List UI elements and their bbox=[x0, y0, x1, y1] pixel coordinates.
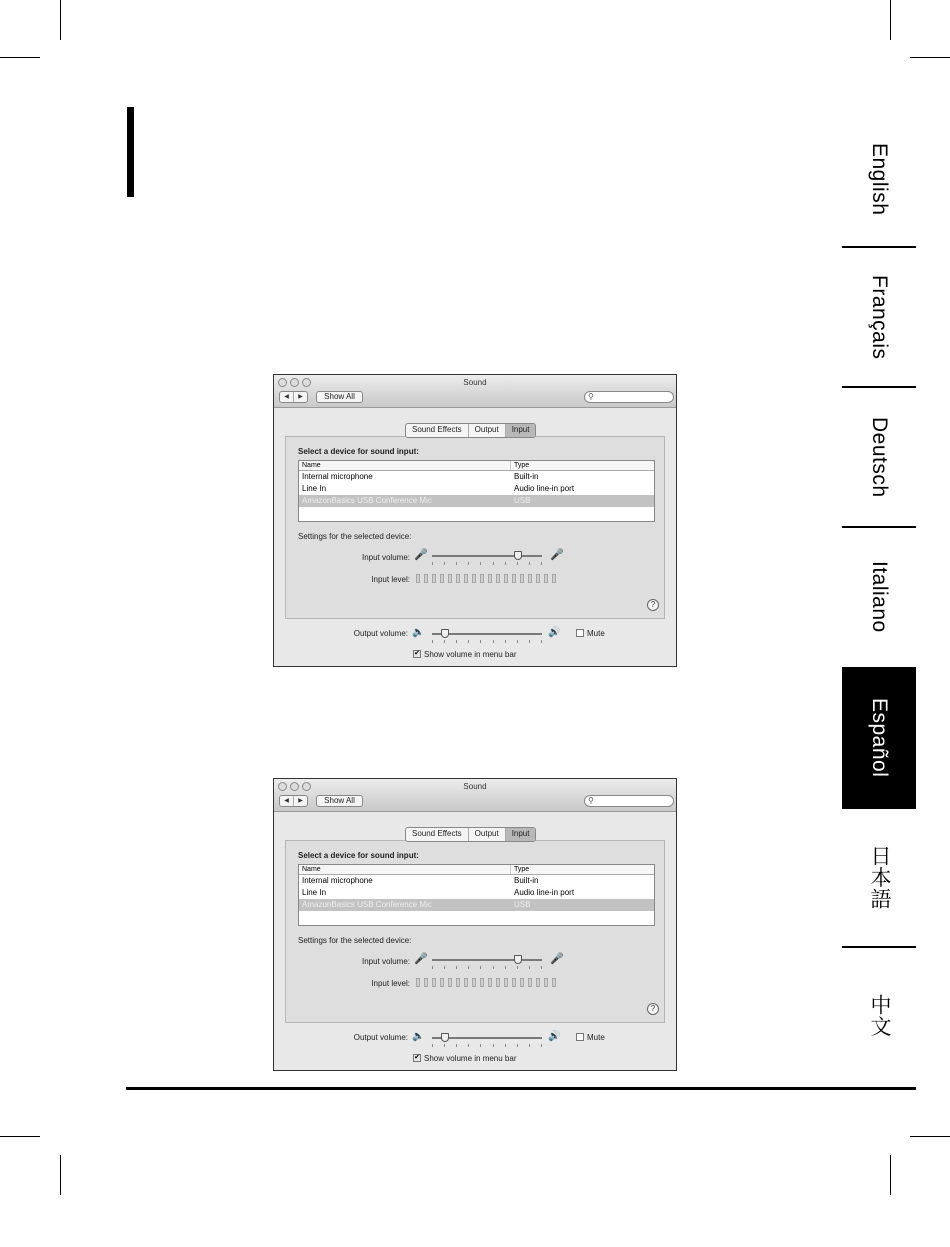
lang-tab-italiano[interactable] bbox=[842, 530, 916, 664]
table-row[interactable] bbox=[299, 875, 654, 887]
show-volume-label: Show volume in menu bar bbox=[424, 1054, 517, 1063]
search-icon: ⚲ bbox=[588, 392, 594, 401]
output-volume-slider-knob[interactable] bbox=[441, 629, 449, 638]
column-header-type[interactable]: Type bbox=[514, 866, 530, 873]
settings-label: Settings for the selected device: bbox=[298, 936, 412, 945]
input-level-label: Input level: bbox=[371, 979, 410, 988]
show-volume-checkbox[interactable]: ✔ bbox=[414, 1054, 420, 1061]
tab-output[interactable]: Output bbox=[469, 424, 506, 437]
table-row[interactable] bbox=[299, 887, 654, 899]
mute-label: Mute bbox=[587, 1033, 605, 1042]
tab-sound-effects[interactable]: Sound Effects bbox=[406, 424, 469, 437]
lang-divider bbox=[842, 946, 916, 948]
microphone-low-icon: 🎤 bbox=[414, 549, 428, 561]
lang-tab-japanese[interactable] bbox=[842, 812, 916, 942]
back-forward-buttons[interactable] bbox=[279, 391, 308, 403]
show-volume-checkbox[interactable]: ✔ bbox=[414, 650, 420, 657]
window-titlebar bbox=[274, 375, 676, 408]
section-marker-bar bbox=[127, 107, 134, 197]
device-name: Line In bbox=[302, 484, 327, 493]
input-level-label: Input level: bbox=[371, 575, 410, 584]
output-volume-label: Output volume: bbox=[353, 629, 408, 638]
mute-checkbox[interactable] bbox=[576, 629, 584, 637]
crop-mark bbox=[0, 57, 40, 58]
lang-label: Español bbox=[868, 698, 891, 778]
mute-label: Mute bbox=[587, 629, 605, 638]
crop-mark bbox=[890, 1155, 891, 1195]
device-type: Audio line-in port bbox=[514, 484, 575, 493]
input-volume-slider-knob[interactable] bbox=[514, 955, 522, 964]
crop-mark bbox=[60, 1155, 61, 1195]
search-field[interactable] bbox=[584, 391, 674, 403]
sound-tabs bbox=[405, 423, 536, 438]
device-type: USB bbox=[514, 900, 531, 909]
input-device-table bbox=[298, 460, 655, 522]
output-volume-label: Output volume: bbox=[353, 1033, 408, 1042]
footer-rule bbox=[126, 1087, 916, 1090]
input-device-table bbox=[298, 864, 655, 926]
input-level-meter bbox=[416, 574, 556, 583]
crop-mark bbox=[0, 1136, 40, 1137]
crop-mark bbox=[60, 0, 61, 40]
device-name: AmazonBasics USB Conference Mic bbox=[302, 496, 432, 505]
input-volume-track[interactable] bbox=[432, 959, 542, 961]
lang-label: 中文 bbox=[868, 993, 891, 1037]
table-row[interactable] bbox=[299, 483, 654, 495]
device-name: AmazonBasics USB Conference Mic bbox=[302, 900, 432, 909]
device-type: Audio line-in port bbox=[514, 888, 575, 897]
speaker-low-icon: 🔈 bbox=[412, 1031, 425, 1042]
table-row-selected[interactable] bbox=[299, 899, 654, 911]
forward-arrow-icon[interactable]: ▶ bbox=[298, 798, 303, 804]
output-volume-ticks bbox=[432, 1044, 542, 1047]
output-volume-ticks bbox=[432, 640, 542, 643]
input-volume-label: Input volume: bbox=[361, 553, 410, 562]
sound-tabs bbox=[405, 827, 536, 842]
search-icon: ⚲ bbox=[588, 796, 594, 805]
column-header-type[interactable]: Type bbox=[514, 462, 530, 469]
crop-mark bbox=[890, 0, 891, 40]
input-level-meter bbox=[416, 978, 556, 987]
input-volume-track[interactable] bbox=[432, 555, 542, 557]
help-button[interactable]: ? bbox=[647, 599, 659, 611]
input-volume-label: Input volume: bbox=[361, 957, 410, 966]
microphone-low-icon: 🎤 bbox=[414, 953, 428, 965]
lang-label: Italiano bbox=[868, 561, 891, 633]
lang-divider bbox=[842, 526, 916, 528]
column-header-name[interactable]: Name bbox=[299, 865, 511, 874]
device-type: Built-in bbox=[514, 876, 539, 885]
search-field[interactable] bbox=[584, 795, 674, 807]
window-title: Sound bbox=[463, 782, 487, 791]
back-arrow-icon[interactable]: ◀ bbox=[280, 796, 294, 806]
speaker-high-icon: 🔊 bbox=[548, 1031, 561, 1042]
device-name: Internal microphone bbox=[302, 472, 373, 481]
device-type: USB bbox=[514, 496, 531, 505]
lang-tab-francais[interactable] bbox=[842, 250, 916, 384]
help-button[interactable]: ? bbox=[647, 1003, 659, 1015]
input-volume-slider-knob[interactable] bbox=[514, 551, 522, 560]
crop-mark bbox=[910, 1136, 950, 1137]
lang-tab-espanol[interactable] bbox=[842, 667, 916, 809]
show-volume-label: Show volume in menu bar bbox=[424, 650, 517, 659]
tab-input[interactable]: Input bbox=[506, 828, 536, 841]
table-header bbox=[299, 865, 654, 875]
tab-sound-effects[interactable]: Sound Effects bbox=[406, 828, 469, 841]
microphone-high-icon: 🎤 bbox=[550, 953, 564, 965]
back-arrow-icon[interactable]: ◀ bbox=[280, 392, 294, 402]
speaker-high-icon: 🔊 bbox=[548, 627, 561, 638]
tab-input[interactable]: Input bbox=[506, 424, 536, 437]
device-heading: Select a device for sound input: bbox=[298, 447, 419, 456]
input-volume-ticks bbox=[432, 966, 542, 969]
device-name: Line In bbox=[302, 888, 327, 897]
lang-label: 日本語 bbox=[868, 844, 891, 910]
sound-preferences-window bbox=[273, 778, 677, 1071]
input-volume-ticks bbox=[432, 562, 542, 565]
lang-label: English bbox=[868, 142, 891, 216]
window-titlebar bbox=[274, 779, 676, 812]
sound-preferences-window bbox=[273, 374, 677, 667]
output-volume-slider-knob[interactable] bbox=[441, 1033, 449, 1042]
lang-divider bbox=[842, 246, 916, 248]
lang-label: Français bbox=[868, 274, 891, 360]
forward-arrow-icon[interactable]: ▶ bbox=[298, 394, 303, 400]
lang-tab-chinese[interactable] bbox=[842, 950, 916, 1080]
device-type: Built-in bbox=[514, 472, 539, 481]
show-all-button[interactable]: Show All bbox=[316, 391, 363, 403]
crop-mark bbox=[910, 57, 950, 58]
lang-label: Deutsch bbox=[868, 416, 891, 498]
settings-label: Settings for the selected device: bbox=[298, 532, 412, 541]
table-row[interactable] bbox=[299, 471, 654, 483]
table-row-selected[interactable] bbox=[299, 495, 654, 507]
column-header-name[interactable]: Name bbox=[299, 461, 511, 470]
microphone-high-icon: 🎤 bbox=[550, 549, 564, 561]
lang-divider bbox=[842, 386, 916, 388]
device-name: Internal microphone bbox=[302, 876, 373, 885]
speaker-low-icon: 🔈 bbox=[412, 627, 425, 638]
back-forward-buttons[interactable] bbox=[279, 795, 308, 807]
tab-output[interactable]: Output bbox=[469, 828, 506, 841]
window-title: Sound bbox=[463, 378, 487, 387]
device-heading: Select a device for sound input: bbox=[298, 851, 419, 860]
lang-tab-english[interactable] bbox=[842, 118, 916, 240]
lang-tab-deutsch[interactable] bbox=[842, 390, 916, 524]
mute-checkbox[interactable] bbox=[576, 1033, 584, 1041]
show-all-button[interactable]: Show All bbox=[316, 795, 363, 807]
table-header bbox=[299, 461, 654, 471]
